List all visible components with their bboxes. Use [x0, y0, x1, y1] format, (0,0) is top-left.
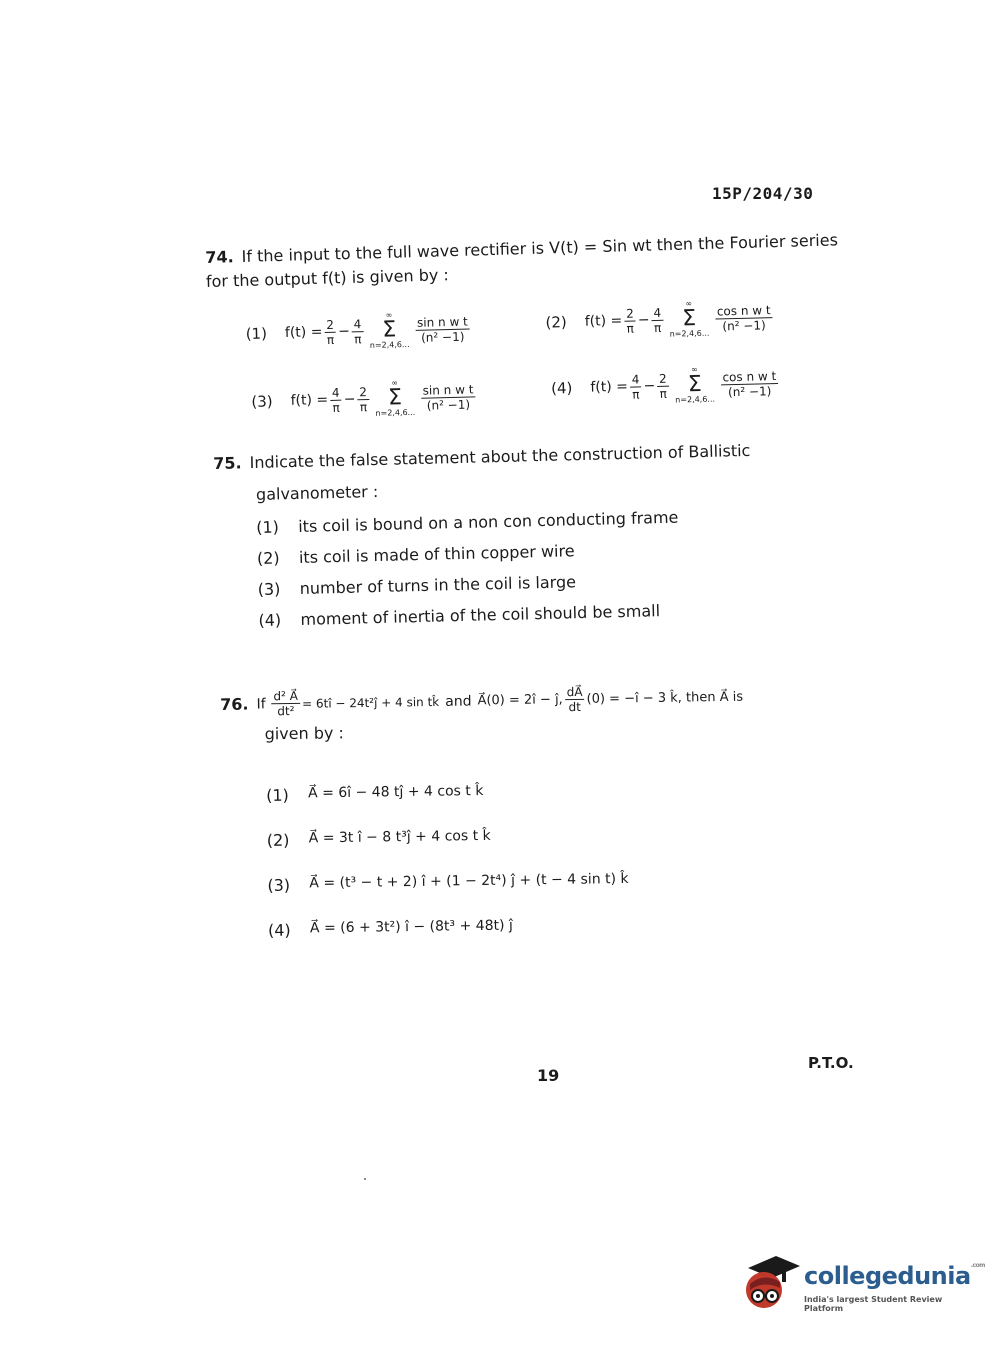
- brand-tld: .com: [970, 1262, 985, 1269]
- sum-lower: n=2,4,6...: [375, 407, 416, 418]
- option-3: [258, 570, 681, 599]
- sigma-symbol: ∞ Σ n=2,4,6...: [669, 299, 710, 339]
- brand-name: [804, 1262, 985, 1290]
- numerator: 2: [657, 371, 669, 386]
- fraction: [651, 305, 663, 334]
- option-text: number of turns in the coil is large: [299, 572, 577, 598]
- denominator: (n² −1): [426, 397, 471, 413]
- option-number: (4): [550, 379, 573, 398]
- brand-tagline: India's largest Student Review Platform: [804, 1295, 943, 1313]
- question-75-options: [256, 508, 681, 642]
- option-text: its coil is bound on a non con conducting frame: [297, 507, 679, 536]
- operator: −: [337, 323, 351, 340]
- denominator: π: [632, 386, 640, 402]
- option-number: (3): [257, 579, 281, 599]
- page-number: 19: [537, 1066, 560, 1085]
- question-74-options: [245, 291, 808, 435]
- collegedunia-logo-icon: [742, 1250, 802, 1312]
- fraction: [657, 371, 669, 400]
- denominator: (n² −1): [727, 383, 772, 399]
- pto-label: P.T.O.: [808, 1054, 854, 1072]
- fraction: [330, 385, 342, 414]
- option-number: (3): [267, 875, 291, 895]
- numerator: 4: [351, 317, 363, 332]
- lhs: f(t) =: [284, 324, 323, 342]
- option-3: [251, 377, 478, 421]
- option-number: (1): [256, 517, 280, 537]
- question-number: 76.: [220, 694, 249, 714]
- option-text: its coil is made of thin copper wire: [298, 541, 575, 567]
- question-number: 75.: [213, 453, 242, 473]
- sigma-symbol: ∞ Σ n=2,4,6...: [375, 378, 416, 418]
- numerator: 4: [330, 385, 342, 400]
- brand-name-text: collegedunia: [804, 1262, 971, 1290]
- option-text: moment of inertia of the coil should be small: [300, 601, 661, 629]
- option-number: (1): [245, 324, 268, 343]
- numerator: 2: [324, 317, 336, 332]
- denominator: dt²: [277, 703, 295, 719]
- operator: −: [637, 312, 650, 329]
- denominator: π: [659, 386, 668, 401]
- sum-upper: ∞: [685, 299, 693, 309]
- question-76-options: [266, 781, 630, 966]
- option-number: (2): [545, 313, 567, 332]
- denominator: π: [332, 400, 340, 415]
- numerator: d² A⃗: [271, 689, 300, 704]
- fraction: [421, 382, 476, 412]
- question-75: [213, 436, 854, 508]
- sum-lower: n=2,4,6...: [675, 394, 716, 405]
- fraction: [351, 317, 363, 346]
- equation-1: = 6tî − 24t²ĵ + 4 sin tk̂: [301, 694, 440, 711]
- option-1: [266, 781, 627, 805]
- numerator: 4: [651, 305, 663, 320]
- denominator: π: [653, 320, 662, 335]
- first-derivative: [565, 685, 585, 714]
- question-number: 74.: [205, 247, 234, 267]
- second-derivative: [271, 689, 300, 718]
- lhs: f(t) =: [584, 312, 623, 330]
- question-text-continued: given by :: [264, 723, 344, 744]
- lhs: f(t) =: [590, 378, 629, 396]
- denominator: π: [626, 321, 635, 336]
- fraction: [720, 368, 778, 398]
- question-prefix: If: [256, 695, 266, 712]
- numerator: sin n w t: [421, 382, 476, 398]
- numerator: sin n w t: [415, 314, 470, 330]
- denominator: π: [354, 331, 362, 346]
- option-number: (4): [258, 610, 282, 630]
- option-text: A⃗ = (6 + 3t²) î − (8t³ + 48t) ĵ: [309, 917, 513, 937]
- question-text: If the input to the full wave rectifier is V(t) = Sin wt then the Fourier series for the output f(t) is given by :: [205, 230, 839, 291]
- numerator: 2: [624, 306, 636, 321]
- option-2: [257, 539, 680, 568]
- sigma-symbol: ∞ Σ n=2,4,6...: [369, 310, 410, 350]
- option-text: A⃗ = 6î − 48 tĵ + 4 cos t k̂: [307, 782, 484, 802]
- option-text: A⃗ = 3t î − 8 t³ĵ + 4 cos t k̂: [308, 827, 491, 847]
- numerator: cos n w t: [720, 368, 778, 384]
- numerator: cos n w t: [715, 303, 773, 319]
- fraction: [415, 314, 470, 344]
- question-76: [220, 681, 861, 747]
- question-text-continued: galvanometer :: [255, 481, 379, 504]
- sigma-symbol: ∞ Σ n=2,4,6...: [675, 364, 716, 405]
- paper-code: 15P/204/30: [712, 184, 814, 203]
- fraction: [624, 306, 636, 335]
- scan-speck: [364, 1178, 366, 1180]
- fraction: [357, 384, 369, 413]
- option-number: (3): [251, 392, 273, 411]
- numerator: 4: [630, 372, 642, 387]
- denominator: (n² −1): [722, 317, 766, 333]
- denominator: dt: [568, 699, 582, 715]
- fraction: [715, 303, 773, 333]
- option-2: [545, 298, 775, 342]
- option-4: [258, 601, 681, 630]
- option-4: [268, 916, 629, 940]
- option-4: [551, 364, 781, 408]
- denominator: π: [326, 332, 335, 347]
- option-text: A⃗ = (t³ − t + 2) î + (1 − 2t⁴) ĵ + (t − 4 sin t) k̂: [309, 870, 629, 892]
- option-3: [267, 871, 628, 895]
- sum-upper: ∞: [690, 364, 698, 375]
- operator: −: [643, 378, 656, 395]
- sum-lower: n=2,4,6...: [369, 339, 410, 350]
- fraction: [630, 372, 642, 401]
- denominator: (n² −1): [420, 329, 465, 345]
- fraction: [324, 317, 336, 346]
- option-1: [245, 309, 472, 353]
- option-number: (1): [266, 785, 289, 805]
- equation-2: A⃗(0) = 2î − ĵ,: [477, 691, 563, 708]
- option-2: [267, 826, 628, 850]
- option-number: (2): [266, 830, 290, 850]
- operator: −: [343, 391, 356, 408]
- equation-3: (0) = −î − 3 k̂, then A⃗ is: [586, 689, 744, 707]
- option-1: [256, 508, 679, 537]
- lhs: f(t) =: [290, 391, 329, 409]
- numerator: dA⃗: [565, 685, 585, 700]
- brand-watermark: [742, 1250, 985, 1320]
- option-number: (2): [256, 548, 280, 568]
- question-text: Indicate the false statement about the construction of Ballistic: [249, 440, 751, 473]
- sum-upper: ∞: [385, 310, 393, 320]
- sum-lower: n=2,4,6...: [669, 328, 710, 339]
- denominator: π: [359, 399, 368, 414]
- sum-upper: ∞: [391, 378, 399, 388]
- numerator: 2: [357, 384, 369, 399]
- option-number: (4): [267, 920, 291, 940]
- and-word: and: [445, 692, 472, 710]
- question-74: [205, 228, 846, 294]
